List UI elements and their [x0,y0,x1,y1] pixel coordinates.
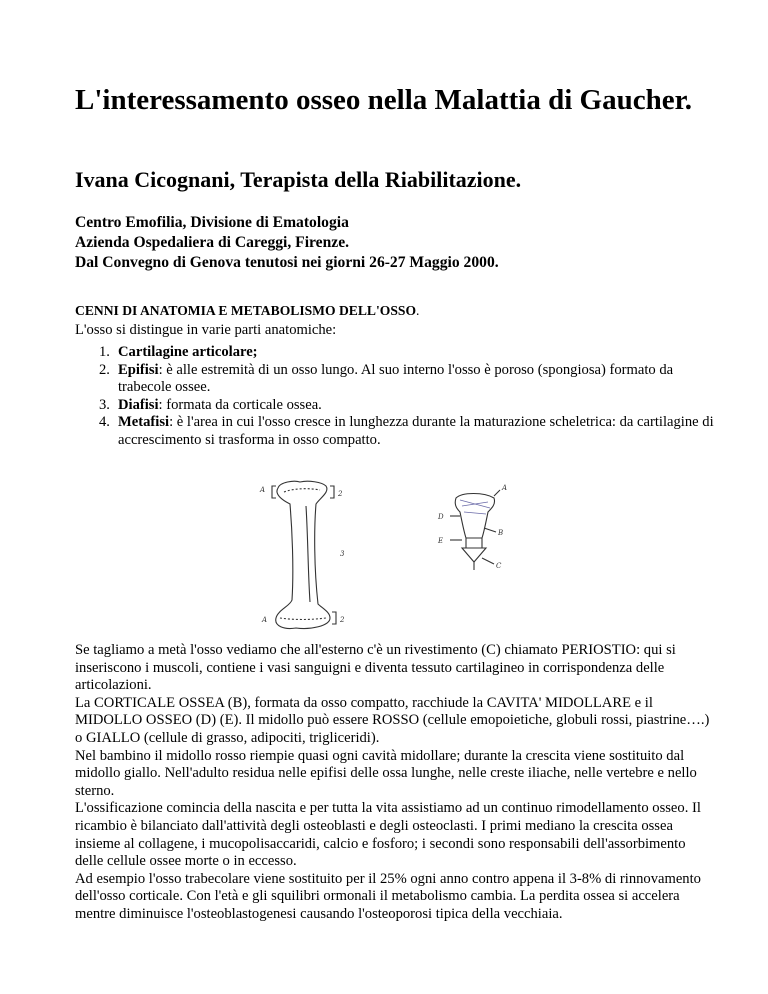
list-item [75,414,715,449]
figure-label: 3 [340,550,345,558]
author-line: Ivana Cicognani, Terapista della Riabilitazione. [75,167,522,192]
body-paragraph: La CORTICALE OSSEA (B), formata da osso compatto, racchiude la CAVITA' MIDOLLARE e il MIDOLLO OSSEO (D) (E). Il midollo può essere ROSSO (cellule emopoietiche, globuli rossi, piastrine….) o GIALLO (cellule di grasso, adipociti, trigliceridi). [75,694,710,746]
affiliation-line: Centro Emofilia, Divisione di Ematologia [75,214,349,231]
anatomy-list [75,344,715,449]
list-item [75,397,715,415]
intro-paragraph: L'osso si distingue in varie parti anatomiche: [75,322,337,338]
body-text [75,642,715,924]
affiliation-block [75,213,499,273]
figure-label: A [260,486,266,494]
list-item [75,362,715,397]
figure-label: C [496,562,502,570]
body-paragraph: L'ossificazione comincia della nascita e per tutta la vita assistiamo ad un continuo rimodellamento osseo. Il ricambio è bilanciato dall'attività degli osteoblasti e degli osteoclasti. I primi mediano la crescita ossea insieme al collagene, i mucopolisaccaridi, calcio e fosforo; i secondi sono responsabili dell'assorbimento delle cellule ossee morte o in eccesso. [75,800,701,870]
section-heading-text: CENNI DI ANATOMIA E METABOLISMO DELL'OSSO [75,303,417,318]
list-term: Epifisi [118,361,159,378]
list-number: 2. [99,361,110,378]
body-paragraph: Ad esempio l'osso trabecolare viene sostituito per il 25% ogni anno contro appena il 3-8% di rinnovamento dell'osso corticale. Con l'età e gli squilibri ormonali il metabolismo cambia. La perdita ossea si accelera mentre diminuisce l'osteoblastogenesi causando l'osteoporosi tipica della vecchiaia. [75,870,701,922]
figure-label: A [262,616,268,624]
list-number: 4. [99,414,110,430]
long-bone-drawing [272,481,336,628]
section-heading-period: . [416,303,420,318]
section-heading [75,301,419,321]
body-paragraph: Nel bambino il midollo rosso riempie quasi ogni cavità midollare; durante la crescita viene sostituito dal midollo giallo. Nell'adulto residua nelle epifisi delle ossa lunghe, nelle creste iliache, nelle vertebre e nello sterno. [75,747,697,799]
bone-anatomy-figure [250,478,530,638]
figure-label: E [438,537,444,545]
figure-label: D [438,513,444,521]
list-text: : formata da corticale ossea. [158,396,322,413]
list-term: Metafisi [118,414,170,430]
list-term: Cartilagine articolare; [118,344,258,360]
list-text: : è l'area in cui l'osso cresce in lunghezza durante la maturazione scheletrica: da cartilagine di accrescimento si trasforma in osso compatto. [118,414,714,448]
body-paragraph: Se tagliamo a metà l'osso vediamo che all'esterno c'è un rivestimento (C) chiamato PERIOSTIO: qui si inseriscono i muscoli, contiene i vasi sanguigni e diventa tessuto cartilagineo in corrispondenza delle articolazioni. [75,642,676,694]
figure-label: 2 [338,490,343,498]
figure-label: B [498,529,504,537]
list-item [75,344,715,362]
bone-section-drawing [450,490,500,570]
list-text: : è alle estremità di un osso lungo. Al suo interno l'osso è poroso (spongiosa) formato da trabecole ossee. [118,361,674,395]
page-title: L'interessamento osseo nella Malattia di Gaucher. [75,84,693,116]
list-number: 3. [99,396,110,413]
figure-label: 2 [340,616,345,624]
affiliation-line: Azienda Ospedaliera di Careggi, Firenze. [75,234,350,251]
list-number: 1. [99,344,110,360]
affiliation-line: Dal Convegno di Genova tenutosi nei giorni 26-27 Maggio 2000. [75,254,499,271]
list-term: Diafisi [118,396,159,413]
figure-label: A [502,484,508,492]
